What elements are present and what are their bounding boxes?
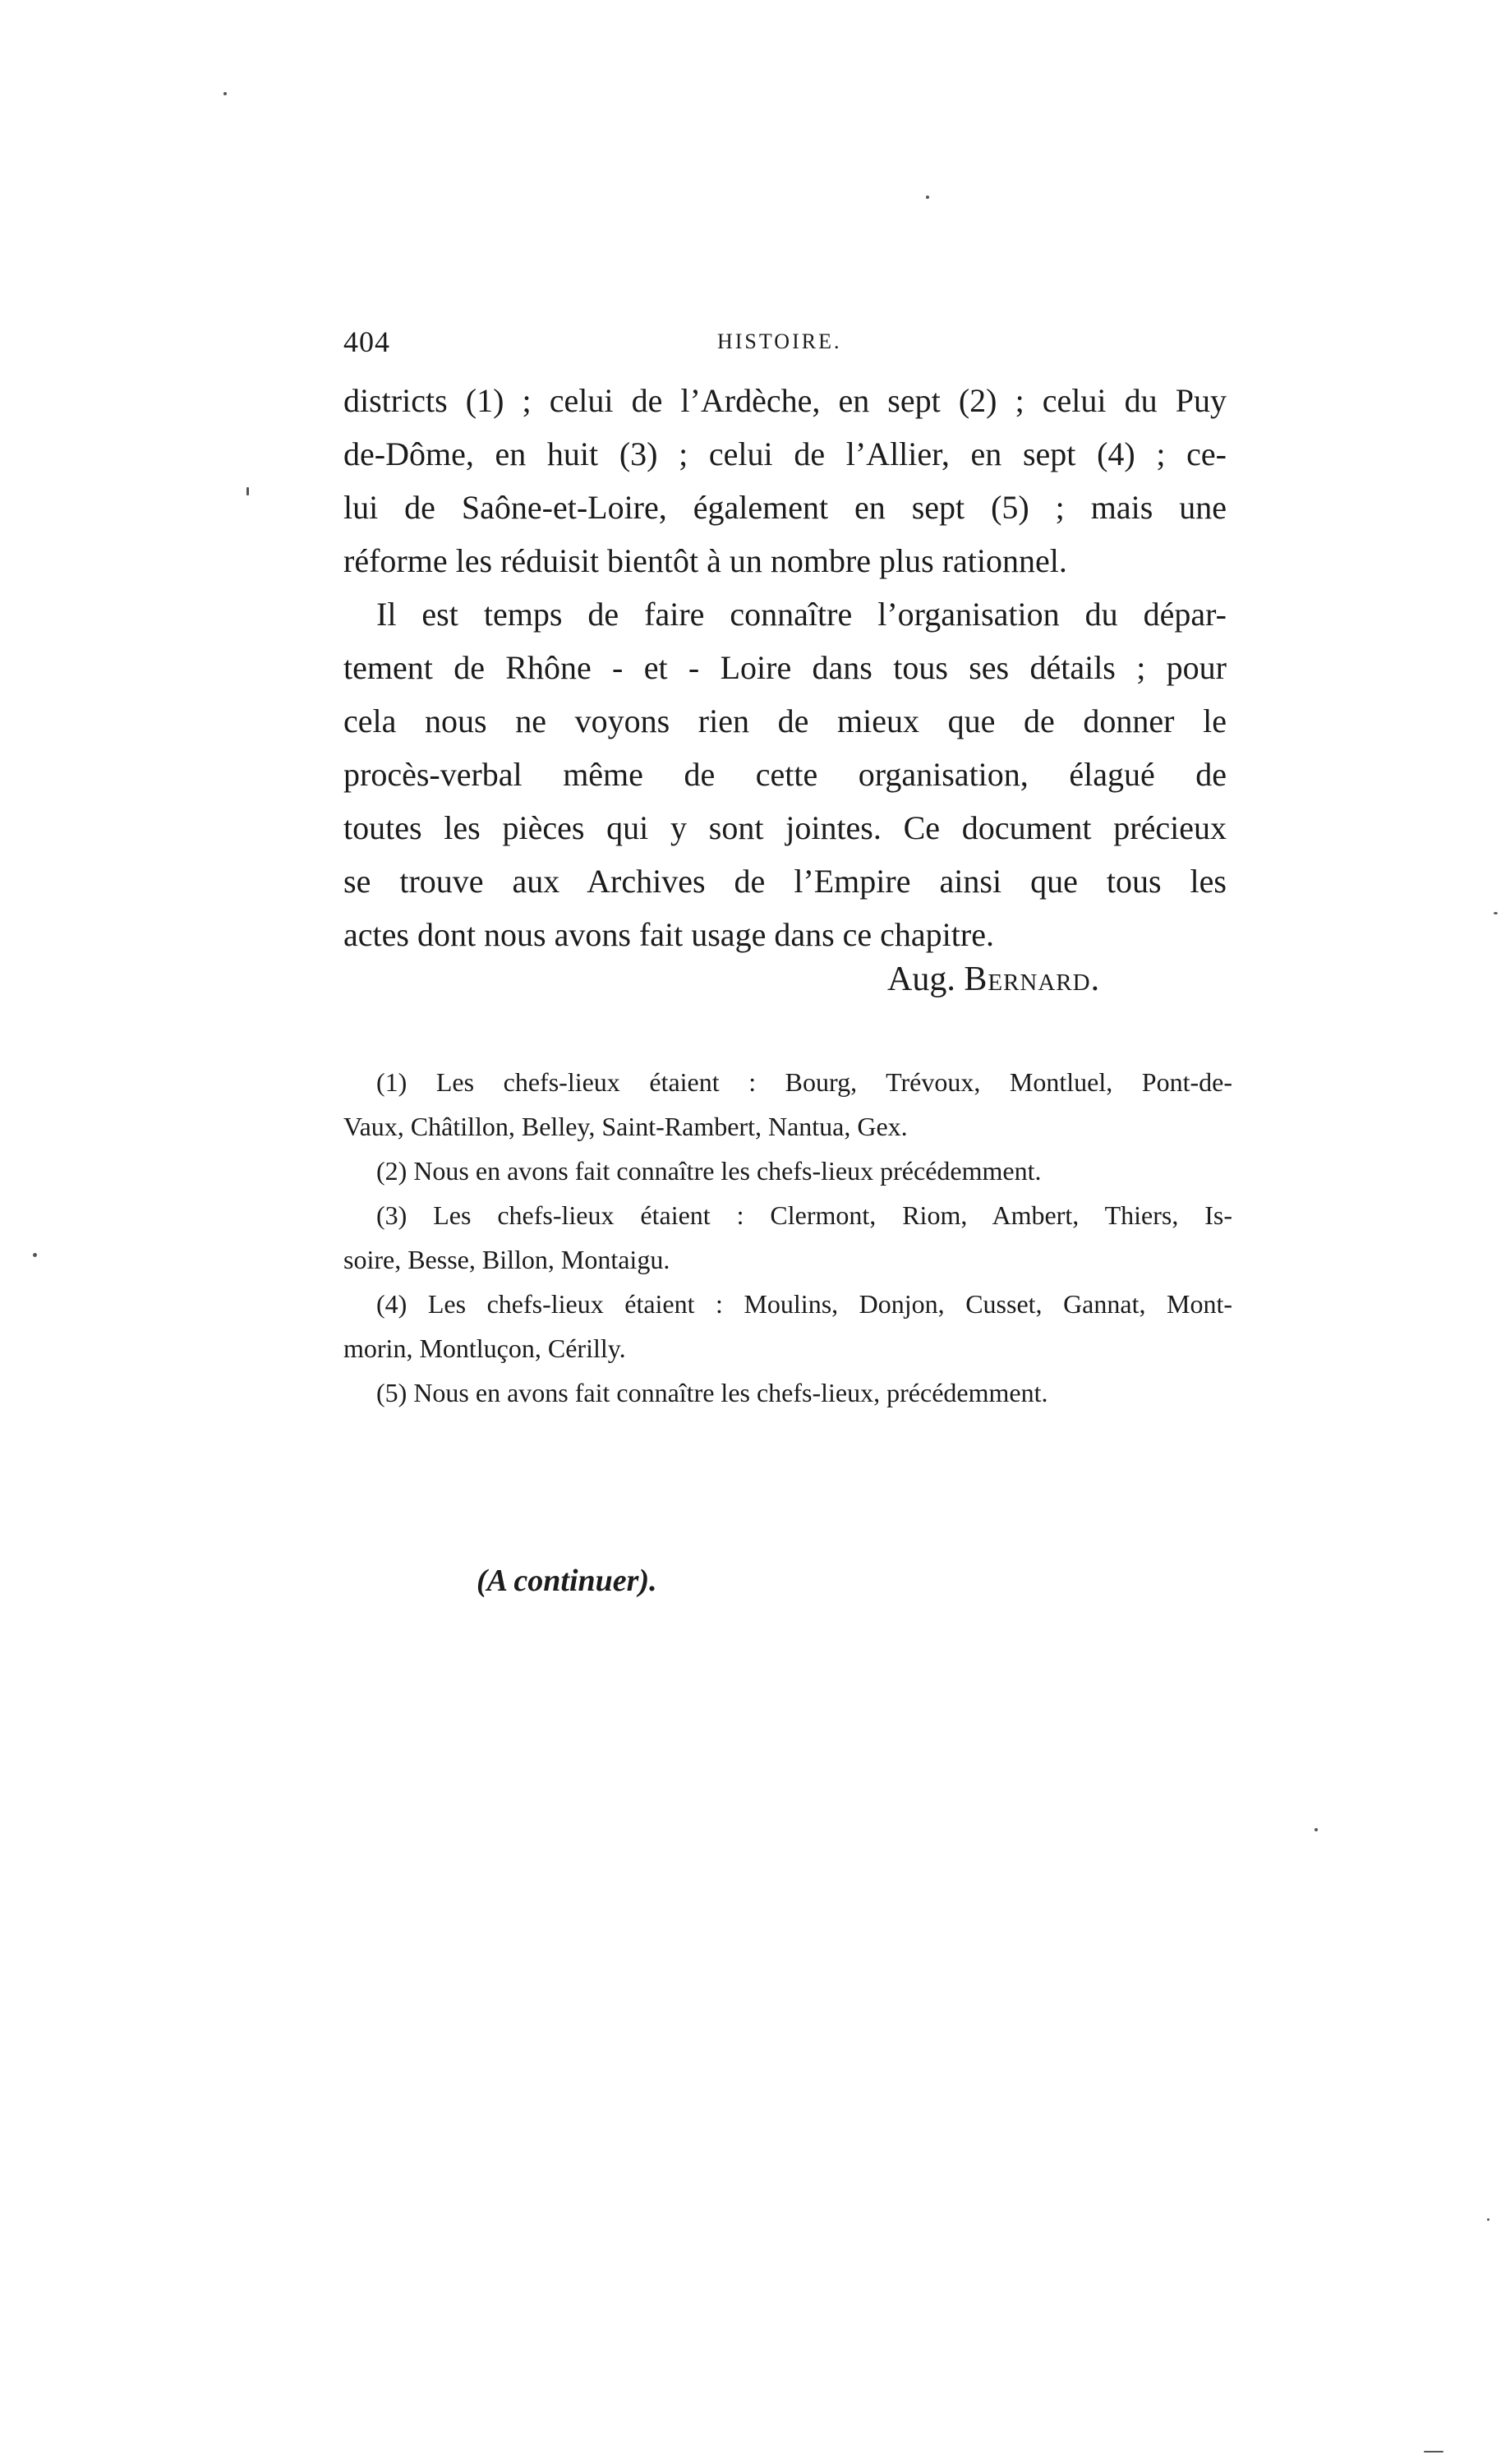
scan-speck xyxy=(926,196,929,199)
body-line: de-Dôme, en huit (3) ; celui de l’Allier, en sept (4) ; ce- xyxy=(343,435,1227,472)
body-line: cela nous ne voyons rien de mieux que de donner le xyxy=(343,702,1227,739)
body-line: Il est temps de faire connaître l’organisation du dépar- xyxy=(376,596,1227,633)
continuation-note: (A continuer). xyxy=(477,1564,657,1598)
body-line: districts (1) ; celui de l’Ardèche, en sept (2) ; celui du Puy xyxy=(343,382,1227,419)
footnote-line: (5) Nous en avons fait connaître les chefs-lieux, précédemment. xyxy=(376,1378,1048,1407)
running-head xyxy=(343,325,1227,357)
footnote-line: (4) Les chefs-lieux étaient : Moulins, Donjon, Cusset, Gannat, Mont- xyxy=(376,1289,1232,1319)
footnote-line: (1) Les chefs-lieux étaient : Bourg, Trévoux, Montluel, Pont-de- xyxy=(376,1067,1232,1097)
scan-speck xyxy=(1487,2218,1489,2221)
body-paragraph xyxy=(343,374,1227,961)
signature-name: Bernard xyxy=(964,960,1091,998)
scan-speck xyxy=(1315,1828,1318,1831)
scan-speck xyxy=(223,92,227,95)
page-number: 404 xyxy=(343,325,390,358)
running-title: HISTOIRE. xyxy=(717,329,842,353)
body-line: procès-verbal même de cette organisation, élagué de xyxy=(343,756,1227,793)
scan-speck xyxy=(33,1253,37,1257)
body-line: tement de Rhône - et - Loire dans tous ses détails ; pour xyxy=(343,649,1227,686)
scan-speck xyxy=(1494,912,1498,914)
author-signature xyxy=(887,960,1099,999)
footnote-line: morin, Montluçon, Cérilly. xyxy=(343,1333,626,1363)
footnotes xyxy=(343,1060,1232,1415)
signature-prefix: Aug. xyxy=(887,960,955,998)
body-line: se trouve aux Archives de l’Empire ainsi que tous les xyxy=(343,863,1227,900)
scan-speck xyxy=(246,487,249,495)
footnote-line: soire, Besse, Billon, Montaigu. xyxy=(343,1245,670,1274)
body-line: actes dont nous avons fait usage dans ce chapitre. xyxy=(343,916,994,953)
body-line: lui de Saône-et-Loire, également en sept (5) ; mais une xyxy=(343,489,1227,526)
signature-period: . xyxy=(1090,960,1100,998)
footnote-line: Vaux, Châtillon, Belley, Saint-Rambert, Nantua, Gex. xyxy=(343,1112,908,1141)
footnote-line: (2) Nous en avons fait connaître les chefs-lieux précédemment. xyxy=(376,1156,1042,1186)
body-line: toutes les pièces qui y sont jointes. Ce document précieux xyxy=(343,809,1227,846)
footnote-line: (3) Les chefs-lieux étaient : Clermont, Riom, Ambert, Thiers, Is- xyxy=(376,1200,1232,1230)
scan-speck xyxy=(1424,2451,1443,2452)
body-line: réforme les réduisit bientôt à un nombre plus rationnel. xyxy=(343,542,1067,579)
